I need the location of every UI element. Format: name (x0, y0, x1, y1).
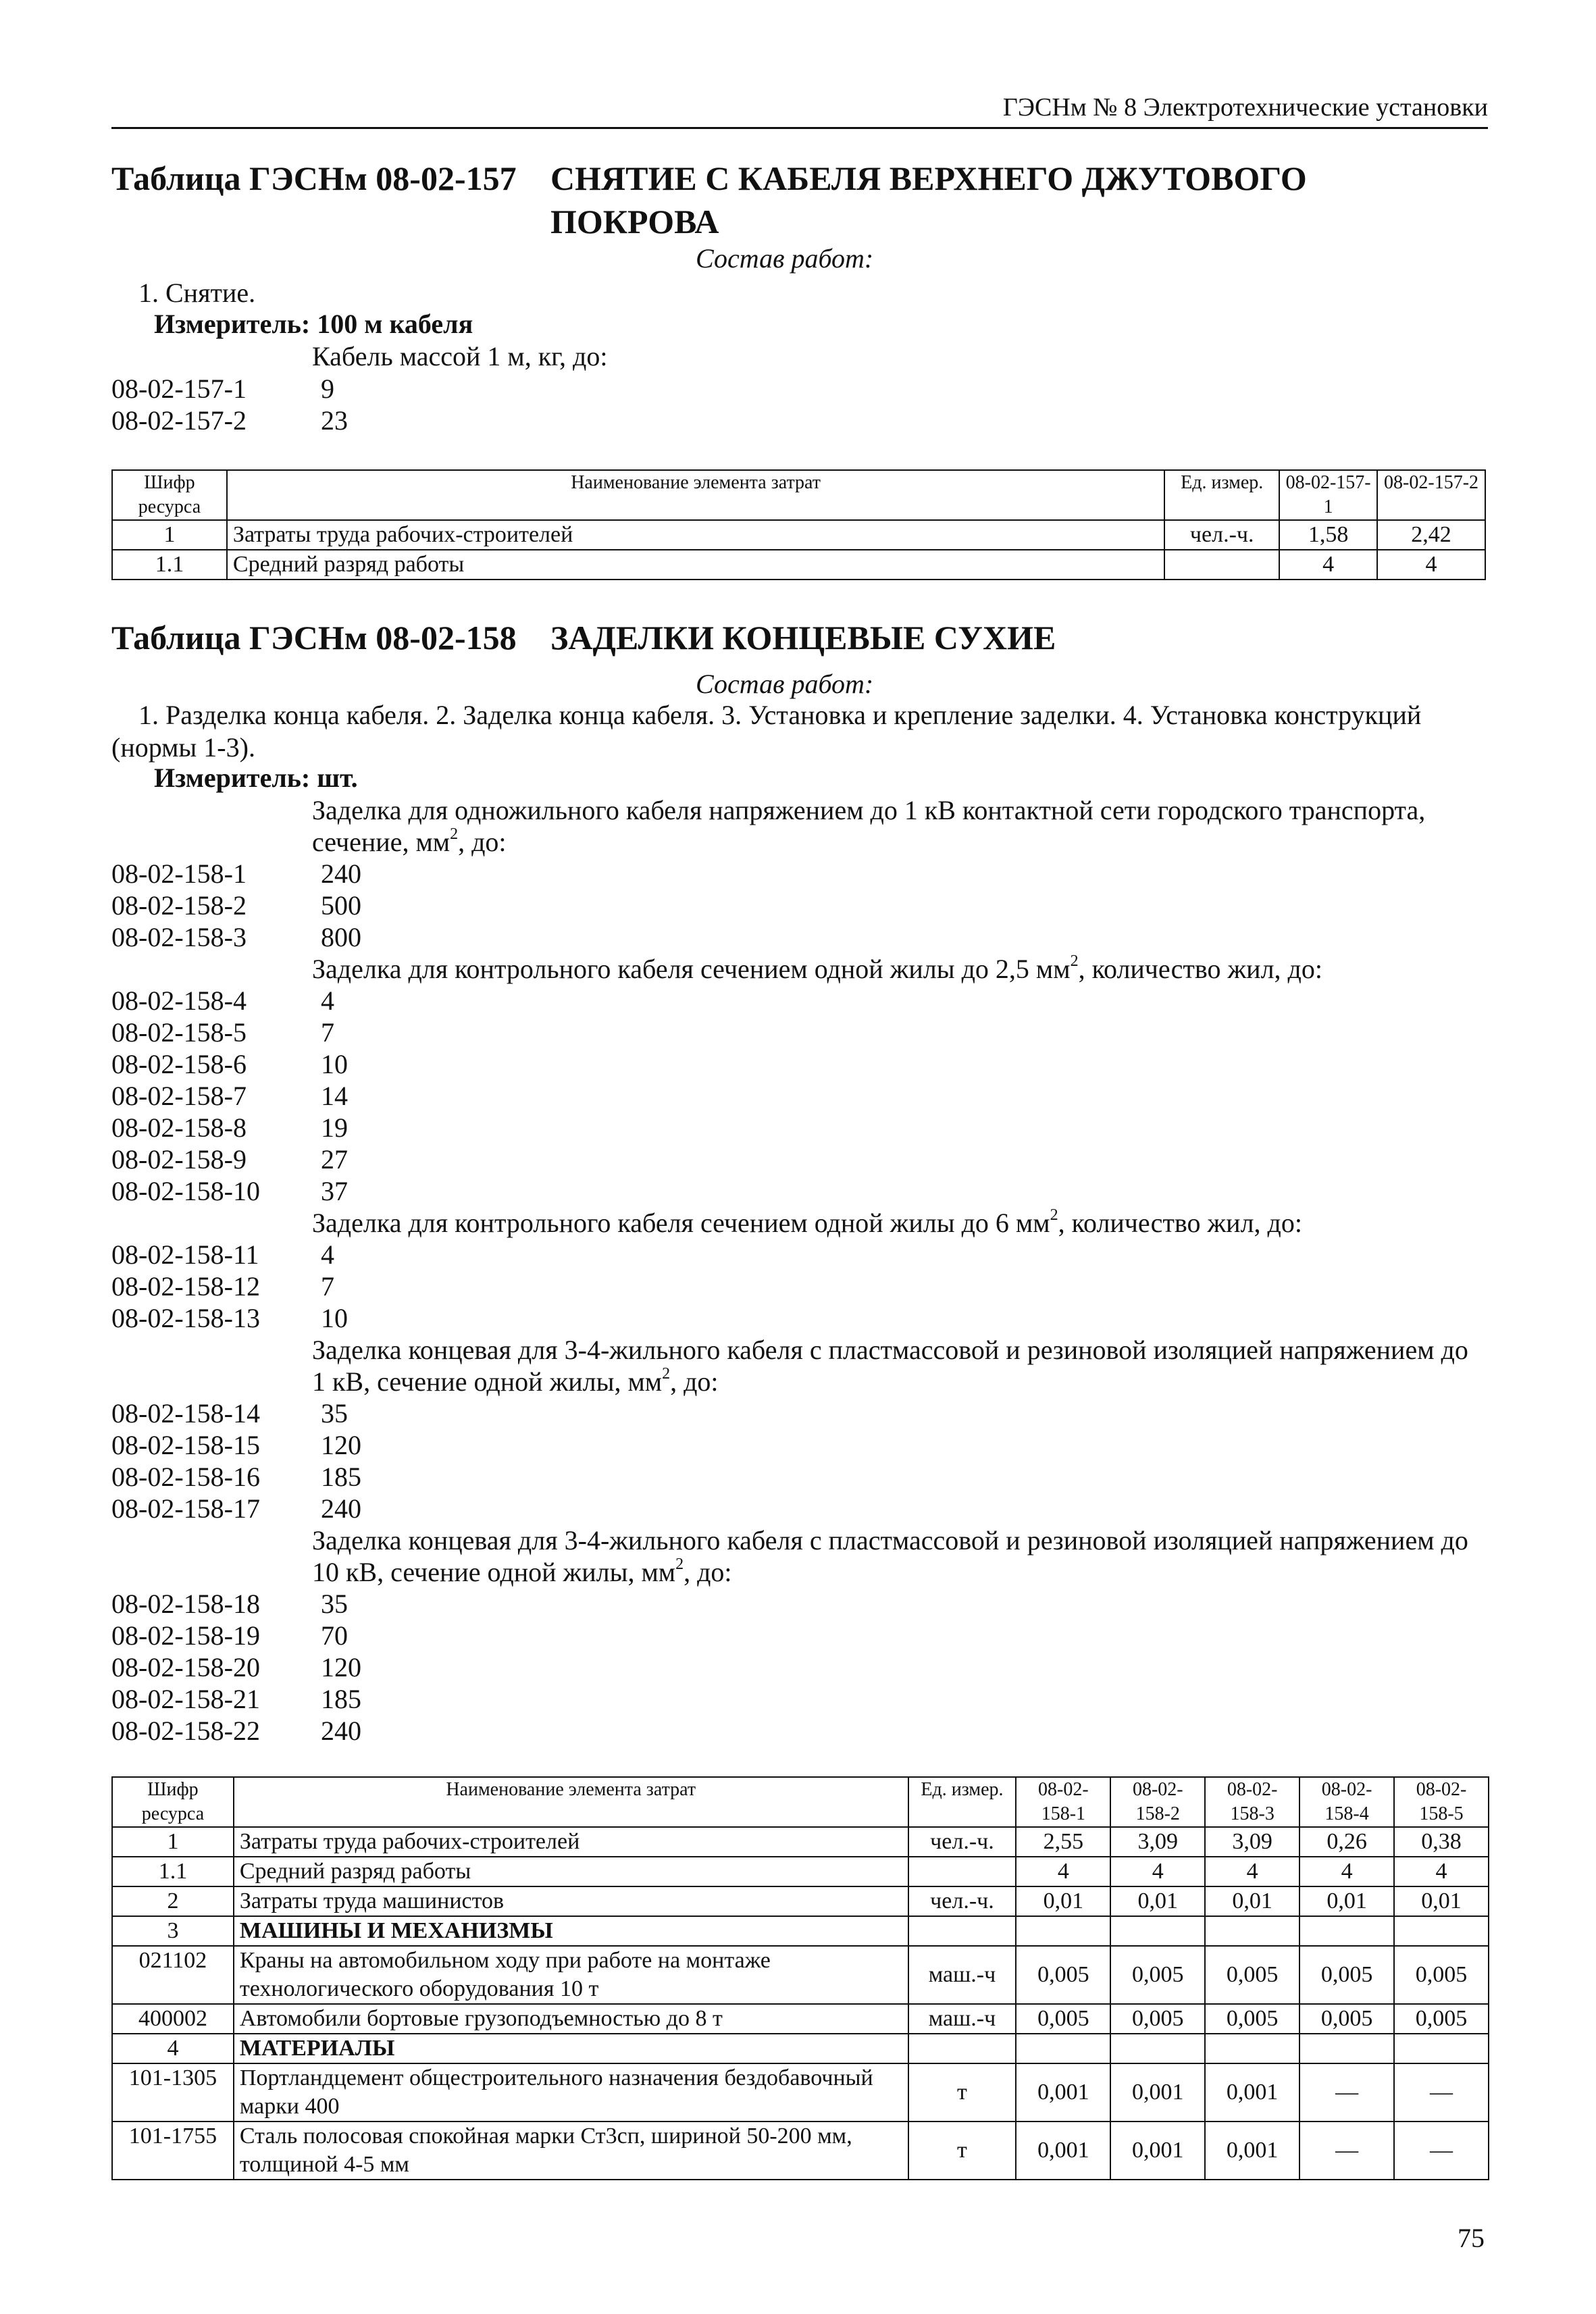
list-item: 08-02-158-12 7 (111, 1271, 334, 1302)
table-row: 400002 Автомобили бортовые грузоподъемностью до 8 т маш.-ч 0,005 0,005 0,005 0,005 0,005 (112, 2004, 1489, 2034)
list-item: 08-02-158-15 120 (111, 1430, 361, 1460)
table-157-id: Таблица ГЭСНм 08-02-157 (111, 159, 517, 197)
list-item: 08-02-158-17 240 (111, 1493, 361, 1524)
table-158-composition: 1. Разделка конца кабеля. 2. Заделка конца кабеля. 3. Установка и крепление заделки. 4. Установка конструкций (нормы 1-3). (111, 700, 1422, 763)
list-item: 08-02-158-7 14 (111, 1081, 348, 1111)
table-157-code-list (111, 373, 348, 436)
group-title: Заделка для одножильного кабеля напряжением до 1 кВ контактной сети городского транспорта, сечение, $мм^2$, до: (312, 795, 1426, 857)
col-header-name: Наименование элемента затрат (234, 1777, 908, 1827)
table-row: 021102 Краны на автомобильном ходу при работе на монтаже технологического оборудования 10 т маш.-ч 0,005 0,005 0,005 0,005 0,005 (112, 1946, 1489, 2004)
list-item: 08-02-157-2 23 (111, 405, 348, 436)
group-title: Заделка для контрольного кабеля сечением одной жилы до 6 $мм^2$, количество жил, до: (312, 1206, 1302, 1238)
list-item: 08-02-158-13 10 (111, 1303, 348, 1333)
col-header-unit: Ед. измер. (1164, 470, 1279, 520)
table-header-row (112, 1777, 1489, 1827)
table-158-id: Таблица ГЭСНм 08-02-158 (111, 619, 517, 657)
table-157-name: СНЯТИЕ С КАБЕЛЯ ВЕРХНЕГО ДЖУТОВОГО ПОКРОВА (550, 159, 1307, 240)
list-item: 08-02-158-11 4 (111, 1239, 334, 1270)
meter-label: Измеритель: (154, 309, 311, 339)
col-header-unit: Ед. измер. (908, 1777, 1016, 1827)
list-item: 08-02-158-21 185 (111, 1684, 361, 1714)
list-item: 08-02-158-19 70 (111, 1620, 348, 1651)
running-header: ГЭСНм № 8 Электротехнические установки (111, 95, 1488, 129)
table-row: 1.1 Средний разряд работы 4 4 4 4 4 (112, 1857, 1489, 1886)
list-item: 08-02-158-6 10 (111, 1049, 348, 1079)
list-item: 08-02-158-9 27 (111, 1144, 348, 1175)
col-header-name: Наименование элемента затрат (227, 470, 1164, 520)
col-header-value: 08-02-158-3 (1205, 1777, 1299, 1827)
table-row: 1.1 Средний разряд работы 4 4 (112, 550, 1485, 580)
table-row: 2 Затраты труда машинистов чел.-ч. 0,01 0,01 0,01 0,01 0,01 (112, 1886, 1489, 1916)
table-158-meter (154, 762, 358, 794)
table-158-composition-label: Состав работ: (696, 669, 874, 699)
list-item: 08-02-158-8 19 (111, 1112, 348, 1143)
col-header-value: 08-02-158-4 (1299, 1777, 1394, 1827)
list-item: 08-02-158-2 500 (111, 890, 361, 921)
group-code-list (111, 1397, 361, 1524)
meter-value: 100 м кабеля (317, 309, 473, 339)
col-header-value: 08-02-158-1 (1016, 1777, 1110, 1827)
table-157-group-title: Кабель массой 1 м, кг, до: (312, 341, 608, 371)
group-title: Заделка для контрольного кабеля сечением одной жилы до 2,5 $мм^2$, количество жил, до: (312, 952, 1322, 984)
list-item: 08-02-158-5 7 (111, 1017, 334, 1048)
col-header-value: 08-02-157-2 (1377, 470, 1485, 520)
col-header-value: 08-02-158-2 (1110, 1777, 1205, 1827)
group-title: Заделка концевая для 3-4-жильного кабеля с пластмассовой и резиновой изоляцией напряжением до 1 кВ, сечение одной жилы, $мм^2$, до: (312, 1335, 1468, 1397)
list-item: 08-02-158-1 240 (111, 858, 361, 889)
page-number: 75 (1458, 2223, 1485, 2253)
table-157-composition: 1. Снятие. (138, 278, 256, 308)
list-item: 08-02-158-20 120 (111, 1652, 361, 1682)
group-title: Заделка концевая для 3-4-жильного кабеля с пластмассовой и резиновой изоляцией напряжением до 10 кВ, сечение одной жилы, $мм^2$, до: (312, 1525, 1468, 1587)
table-157-composition-label: Состав работ: (696, 243, 874, 274)
meter-value: шт. (317, 763, 358, 793)
table-section-row: 4 МАТЕРИАЛЫ (112, 2034, 1489, 2063)
group-code-list (111, 858, 361, 953)
table-header-row (112, 470, 1485, 520)
group-code-list (111, 985, 348, 1207)
list-item: 08-02-158-4 4 (111, 985, 334, 1016)
table-158-resources (111, 1776, 1489, 2180)
list-item: 08-02-157-1 9 (111, 374, 334, 404)
list-item: 08-02-158-14 35 (111, 1398, 348, 1429)
table-section-row: 3 МАШИНЫ И МЕХАНИЗМЫ (112, 1916, 1489, 1946)
table-158-name: ЗАДЕЛКИ КОНЦЕВЫЕ СУХИЕ (550, 619, 1056, 657)
table-row: 101-1305 Портландцемент общестроительного назначения бездобавочный марки 400 т 0,001 0,001 0,001 — — (112, 2063, 1489, 2122)
list-item: 08-02-158-18 35 (111, 1589, 348, 1619)
group-code-list (111, 1239, 348, 1334)
list-item: 08-02-158-22 240 (111, 1716, 361, 1746)
col-header-code: Шифр ресурса (112, 470, 227, 520)
col-header-value: 08-02-158-5 (1394, 1777, 1489, 1827)
group-code-list (111, 1588, 361, 1747)
table-row: 1 Затраты труда рабочих-строителей чел.-ч. 2,55 3,09 3,09 0,26 0,38 (112, 1827, 1489, 1857)
list-item: 08-02-158-10 37 (111, 1176, 348, 1206)
list-item: 08-02-158-16 185 (111, 1462, 361, 1492)
col-header-value: 08-02-157-1 (1279, 470, 1377, 520)
table-157-resources (111, 469, 1486, 580)
table-row: 101-1755 Сталь полосовая спокойная марки Ст3сп, шириной 50-200 мм, толщиной 4-5 мм т 0,001 0,001 0,001 — — (112, 2122, 1489, 2180)
list-item: 08-02-158-3 800 (111, 922, 361, 952)
meter-label: Измеритель: (154, 763, 311, 793)
table-row: 1 Затраты труда рабочих-строителей чел.-ч. 1,58 2,42 (112, 520, 1485, 550)
table-157-meter (154, 308, 473, 340)
col-header-code: Шифр ресурса (112, 1777, 234, 1827)
